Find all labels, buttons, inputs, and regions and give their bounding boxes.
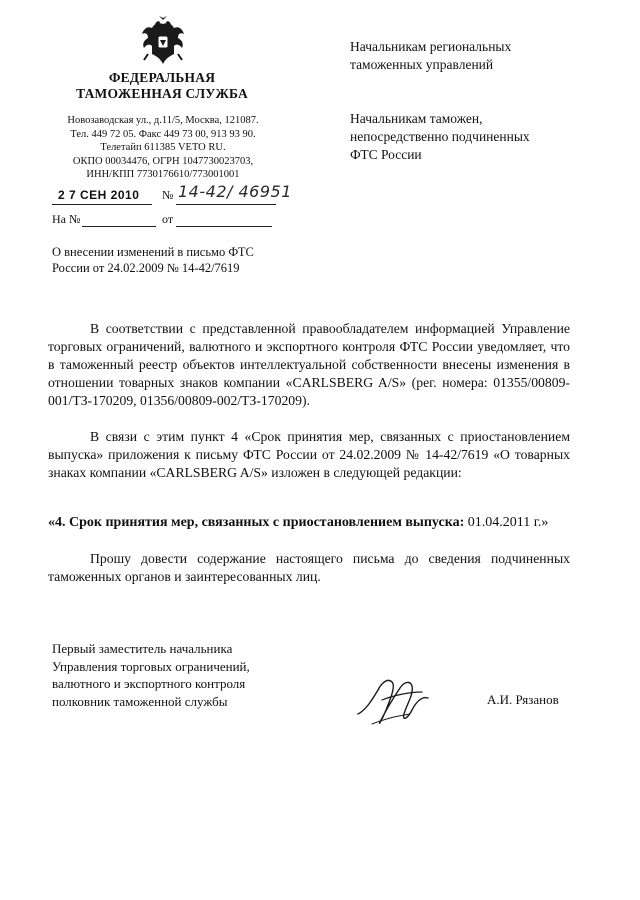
organization-name (62, 70, 262, 102)
addressee-line: непосредственно подчиненных (350, 129, 530, 144)
addressee-line: таможенных управлений (350, 57, 494, 72)
phone-line: Тел. 449 72 05. Факс 449 73 00, 913 93 90. (70, 128, 256, 140)
org-name-line2: ТАМОЖЕННАЯ СЛУЖБА (76, 86, 248, 101)
position-line: Управления торговых ограничений, (52, 658, 250, 674)
position-line: полковник таможенной службы (52, 693, 228, 709)
ref-from-underline (176, 226, 272, 227)
handwritten-signature-icon (352, 670, 442, 730)
body-paragraph-1: В соответствии с представленной правообладателем информацией Управление торговых ограничений, валютного и экспортного контроля ФТС России уведомляет, что в таможенный реестр объектов интеллектуальной собственности внесены изменения в отношении товарных знаков компании «CARLSBERG A/S» (рег. номера: 01355/00809-001/ТЗ-170209, 01356/00809-002/ТЗ-170209). (48, 321, 570, 408)
addressee-line: Начальникам региональных (350, 39, 512, 54)
okpo-line: ОКПО 00034476, ОГРН 1047730023703, (72, 155, 254, 167)
ref-from-label: от (162, 212, 174, 226)
subject-line2: России от 24.02.2009 № 14-42/7619 (52, 261, 240, 275)
registration-number: 14-42/ 46951 (178, 182, 292, 201)
ref-number-underline (82, 226, 156, 227)
addressee-regional (350, 38, 600, 74)
emblem-icon (138, 14, 188, 68)
organization-details (52, 114, 274, 182)
addressee-line: ФТС России (350, 147, 422, 162)
signatory-position (52, 640, 312, 710)
teletype-line: Телетайп 611385 VETO RU. (100, 142, 226, 153)
letter-subject (52, 244, 272, 276)
address-line: Новозаводская ул., д.11/5, Москва, 121087. (67, 115, 259, 126)
item-4-paragraph (48, 514, 588, 532)
item-4-date: 01.04.2011 г.» (464, 515, 549, 530)
registration-number-label: № (162, 188, 174, 202)
inn-line: ИНН/КПП 7730176610/773001001 (86, 169, 240, 180)
signer-name: А.И. Рязанов (487, 692, 559, 707)
position-line: валютного и экспортного контроля (52, 676, 246, 691)
body-paragraph-3: Прошу довести содержание настоящего письма до сведения подчиненных таможенных органов и заинтересованных лиц. (48, 551, 570, 584)
addressee-line: Начальникам таможен, (350, 111, 483, 126)
number-underline (176, 204, 276, 205)
registration-date: 2 7 СЕН 2010 (58, 188, 140, 202)
ref-number-label: На № (52, 212, 81, 226)
position-line: Первый заместитель начальника (52, 641, 233, 656)
date-underline (52, 204, 152, 205)
subject-line1: О внесении изменений в письмо ФТС (52, 245, 254, 259)
addressee-customs (350, 110, 600, 164)
item-4-heading: «4. Срок принятия мер, связанных с приостановлением выпуска: (48, 515, 465, 530)
body-paragraph-2: В связи с этим пункт 4 «Срок принятия мер, связанных с приостановлением выпуска» приложения к письму ФТС России от 24.02.2009 № 14-42/7619 «О товарных знаках компании «CARLSBERG A/S» изложен в следующей редакции: (48, 429, 570, 480)
org-name-line1: ФЕДЕРАЛЬНАЯ (108, 70, 216, 85)
